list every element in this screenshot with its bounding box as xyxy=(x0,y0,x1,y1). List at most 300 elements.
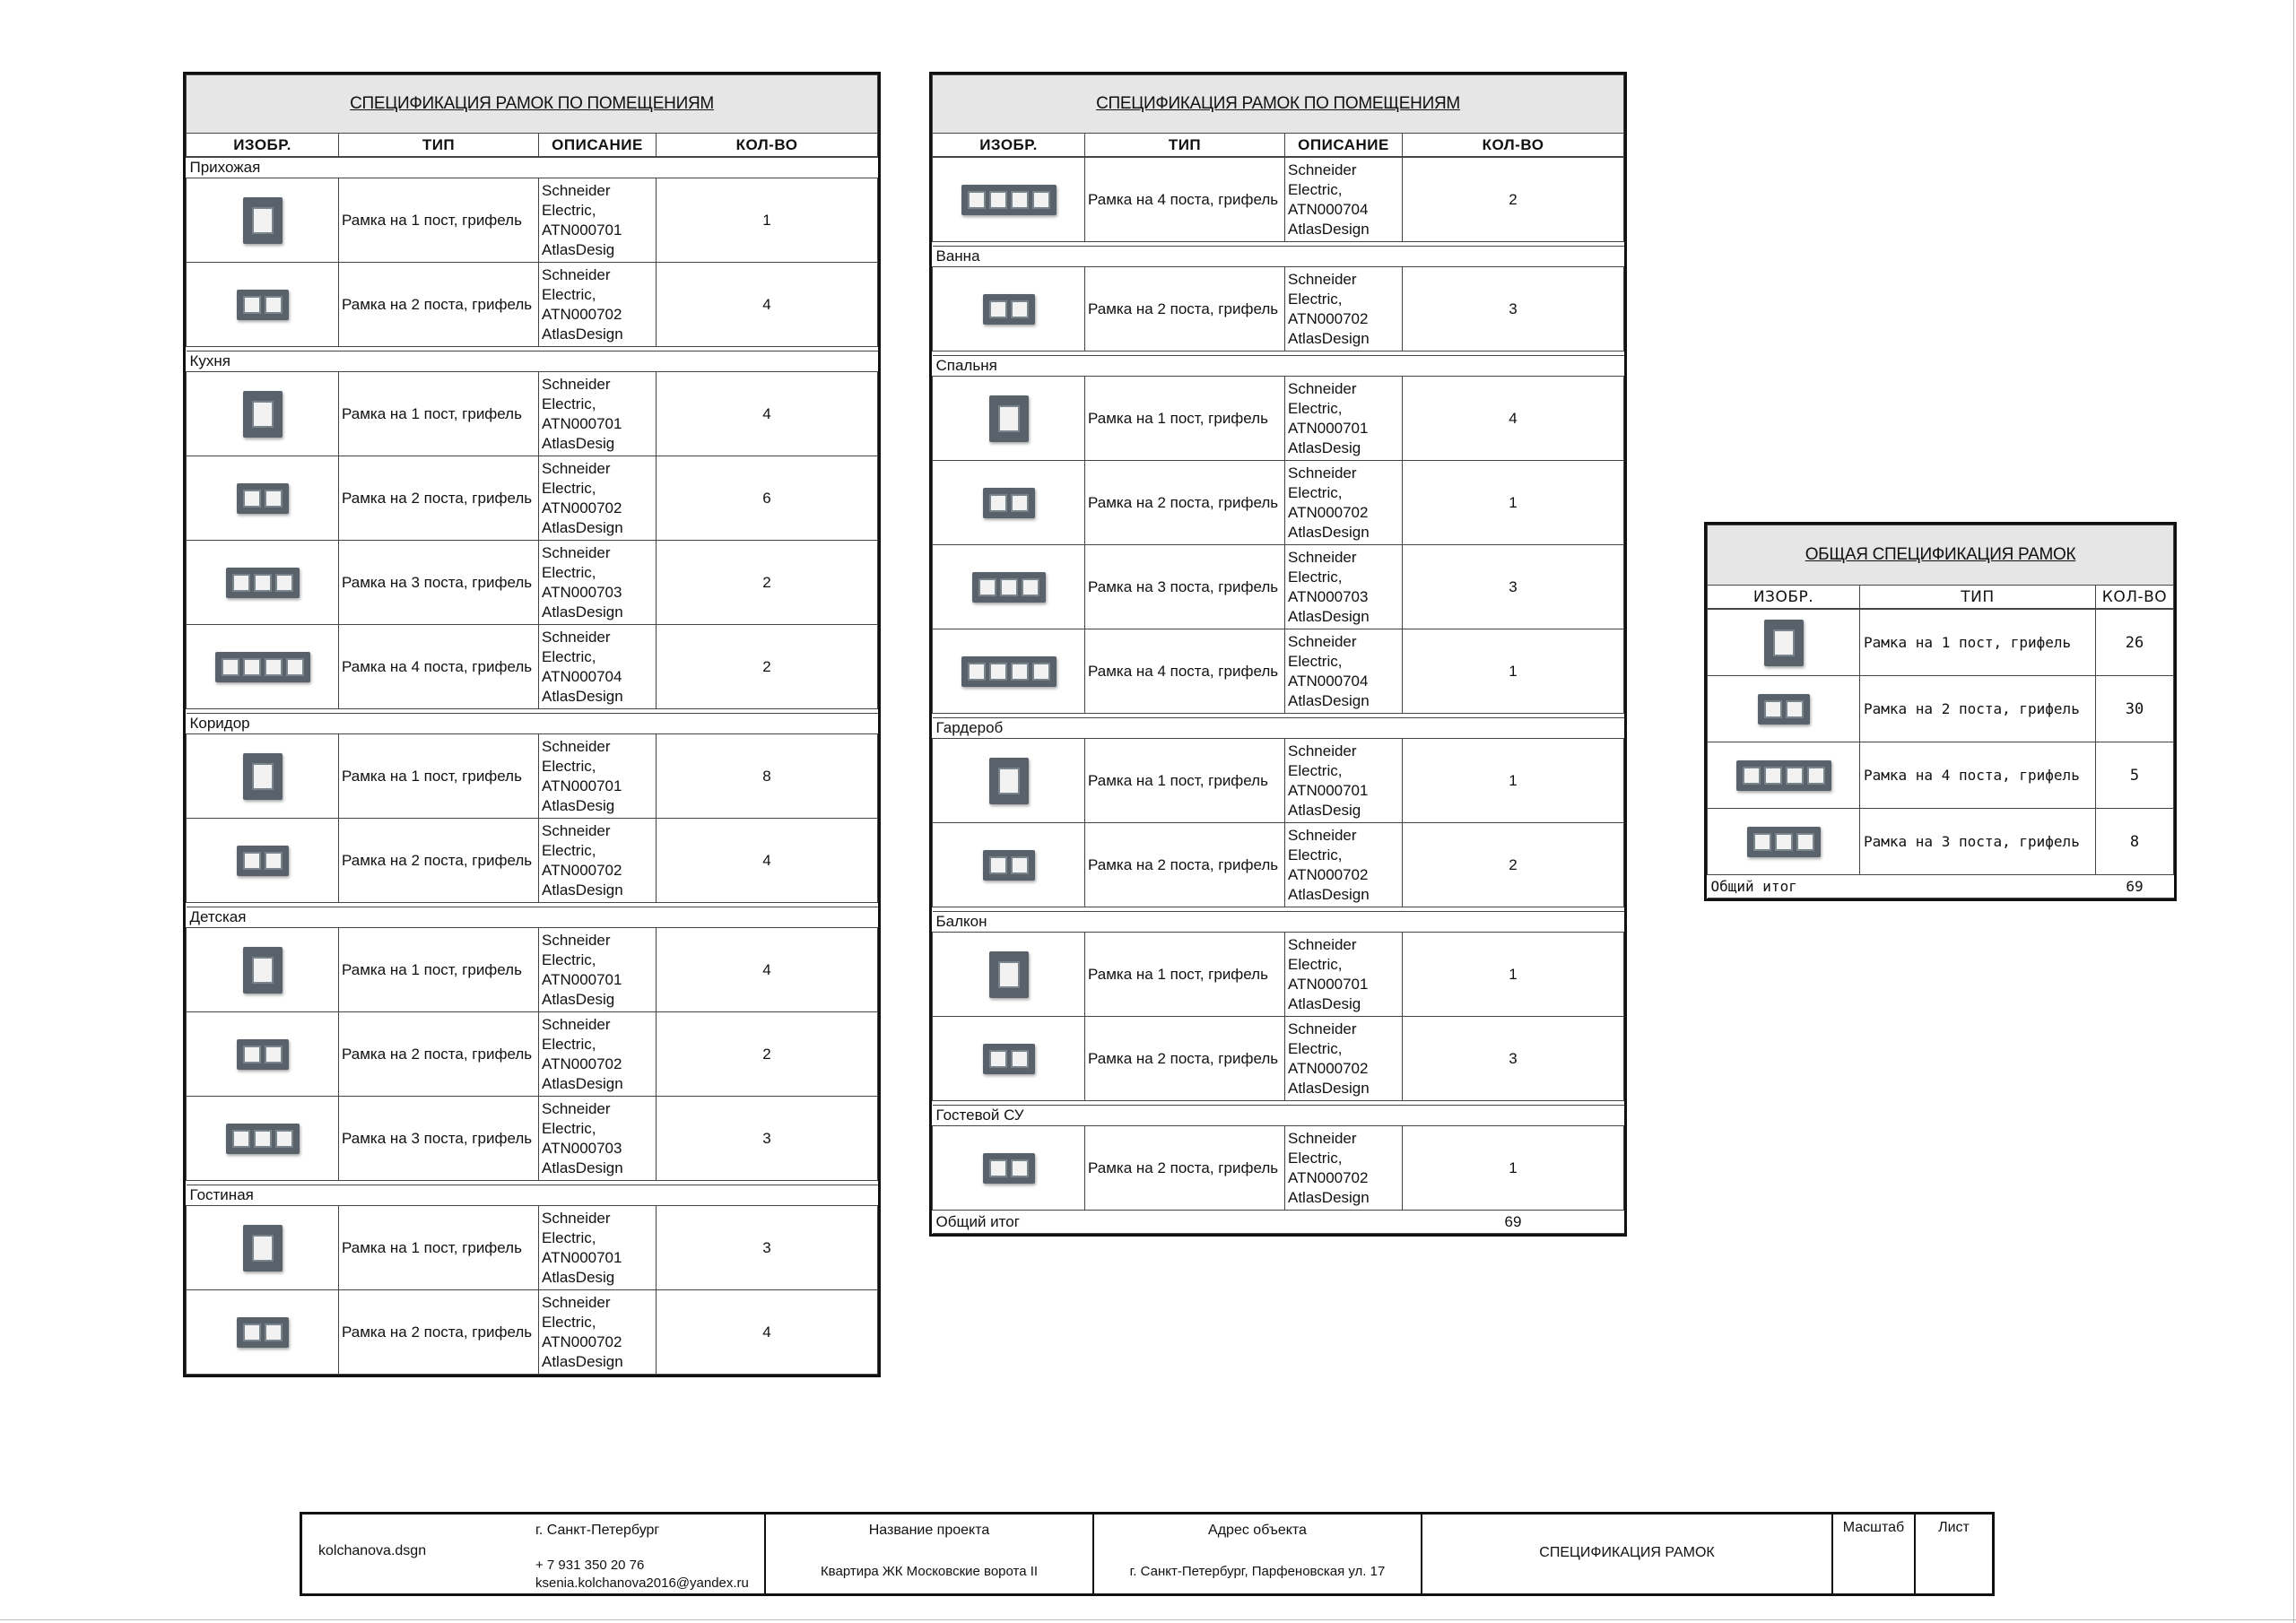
frame-description xyxy=(539,734,657,819)
table-row xyxy=(187,734,878,819)
frame-description xyxy=(1285,1017,1403,1101)
room-name: Гостевой СУ xyxy=(933,1106,1624,1126)
description-line: Electric, xyxy=(542,757,596,775)
description-line: Electric, xyxy=(1288,290,1343,308)
description-line: Electric, xyxy=(542,1119,596,1137)
frame-opening-icon xyxy=(989,1159,1007,1177)
frame-quantity: 4 xyxy=(657,372,878,456)
room-name: Кухня xyxy=(187,352,878,372)
description-line: Schneider xyxy=(542,543,611,561)
sheet-border-bottom xyxy=(0,1619,2296,1620)
frame-image-cell xyxy=(933,933,1085,1017)
table-row xyxy=(933,545,1624,629)
frame-image-cell xyxy=(1708,609,1860,676)
frame-quantity: 2 xyxy=(1403,823,1624,907)
description-line: Schneider xyxy=(542,375,611,393)
table-row xyxy=(187,928,878,1012)
frame-image-cell xyxy=(933,461,1085,545)
col-header-quantity: КОЛ-ВО xyxy=(1403,134,1624,158)
frame-description xyxy=(1285,461,1403,545)
description-line: Schneider xyxy=(542,737,611,755)
frame-type: Рамка на 1 пост, грифель xyxy=(1085,933,1285,1017)
frame-quantity: 3 xyxy=(657,1097,878,1181)
description-line: Schneider xyxy=(542,931,611,949)
frame-type: Рамка на 3 поста, грифель xyxy=(1860,809,2096,875)
description-line: Schneider xyxy=(1288,826,1357,844)
frame-opening-icon xyxy=(254,1130,272,1148)
frame-opening-icon xyxy=(232,1130,250,1148)
frame-1-post-icon xyxy=(243,1225,283,1271)
frame-description xyxy=(539,819,657,903)
frame-opening-icon xyxy=(1011,1159,1029,1177)
frame-description xyxy=(539,625,657,709)
address-value: г. Санкт-Петербург, Парфеновская ул. 17 xyxy=(1129,1564,1386,1579)
description-line: Schneider xyxy=(1288,379,1357,397)
frame-image-cell xyxy=(187,1290,339,1375)
description-line: ATN000702 xyxy=(542,305,622,323)
frame-3-post-icon xyxy=(226,1124,300,1154)
frame-opening-icon xyxy=(243,1324,261,1341)
col-header-quantity: КОЛ-ВО xyxy=(657,134,878,158)
frame-opening-icon xyxy=(265,658,283,676)
description-line: Electric, xyxy=(542,950,596,968)
frame-description xyxy=(539,263,657,347)
frame-description xyxy=(1285,157,1403,242)
frame-opening-icon xyxy=(265,1046,283,1063)
frame-image-cell xyxy=(1708,742,1860,809)
description-line: Electric, xyxy=(542,395,596,412)
author-email: ksenia.kolchanova2016@yandex.ru xyxy=(535,1575,749,1591)
frame-description xyxy=(1285,739,1403,823)
frame-image-cell xyxy=(187,1012,339,1097)
description-line: Electric, xyxy=(1288,180,1343,198)
description-line: Schneider xyxy=(1288,1129,1357,1147)
table-title: ОБЩАЯ СПЕЦИФИКАЦИЯ РАМОК xyxy=(1708,525,2174,586)
address-label: Адрес объекта xyxy=(1208,1523,1307,1538)
room-name: Ванна xyxy=(933,247,1624,267)
frame-quantity: 8 xyxy=(2096,809,2174,875)
frame-2-post-icon xyxy=(1758,694,1810,725)
frame-quantity: 4 xyxy=(657,1290,878,1375)
room-name: Коридор xyxy=(187,714,878,734)
room-name: Детская xyxy=(187,907,878,928)
room-group-row xyxy=(187,907,878,928)
frame-opening-icon xyxy=(998,405,1020,432)
room-group-row xyxy=(933,356,1624,377)
frame-quantity: 6 xyxy=(657,456,878,541)
room-group-row xyxy=(933,247,1624,267)
col-header-type: ТИП xyxy=(339,134,539,158)
description-line: AtlasDesign xyxy=(542,603,623,621)
author-city: г. Санкт-Петербург xyxy=(535,1523,660,1538)
frame-opening-icon xyxy=(254,574,272,592)
frame-type: Рамка на 1 пост, грифель xyxy=(339,928,539,1012)
frame-opening-icon xyxy=(989,191,1007,209)
room-group-row xyxy=(187,352,878,372)
frame-image-cell xyxy=(933,157,1085,242)
description-line: ATN000701 xyxy=(1288,781,1369,799)
description-line: Schneider xyxy=(1288,464,1357,482)
col-header-image: ИЗОБР. xyxy=(1708,586,1860,610)
frame-opening-icon xyxy=(286,658,304,676)
description-line: ATN000701 xyxy=(1288,419,1369,437)
frame-2-post-icon xyxy=(983,1153,1035,1184)
description-line: AtlasDesign xyxy=(542,881,623,898)
frame-opening-icon xyxy=(978,578,996,596)
frame-image-cell xyxy=(187,263,339,347)
frame-type: Рамка на 2 поста, грифель xyxy=(339,1290,539,1375)
description-line: AtlasDesign xyxy=(1288,523,1370,541)
frame-quantity: 5 xyxy=(2096,742,2174,809)
frame-type: Рамка на 2 поста, грифель xyxy=(339,819,539,903)
description-line: Schneider xyxy=(542,1293,611,1311)
frame-description xyxy=(539,1290,657,1375)
frame-opening-icon xyxy=(222,658,239,676)
description-line: ATN000702 xyxy=(1288,309,1369,327)
frame-opening-icon xyxy=(1011,1050,1029,1068)
frame-2-post-icon xyxy=(983,1044,1035,1074)
stamp-project-cell xyxy=(766,1515,1094,1593)
table-row xyxy=(1708,809,2174,875)
description-line: ATN000701 xyxy=(542,777,622,794)
frame-opening-icon xyxy=(275,1130,293,1148)
description-line: ATN000703 xyxy=(542,583,622,601)
frame-image-cell xyxy=(933,267,1085,352)
frame-2-post-icon xyxy=(237,290,289,320)
frame-opening-icon xyxy=(243,296,261,314)
frame-type: Рамка на 2 поста, грифель xyxy=(1085,1126,1285,1211)
frame-image-cell xyxy=(187,819,339,903)
room-group-row xyxy=(933,912,1624,933)
total-row xyxy=(1708,875,2174,898)
frame-opening-icon xyxy=(998,961,1020,988)
frame-opening-icon xyxy=(1786,700,1804,718)
frame-quantity: 3 xyxy=(1403,267,1624,352)
frame-opening-icon xyxy=(252,763,274,790)
description-line: Electric, xyxy=(1288,761,1343,779)
col-header-description: ОПИСАНИЕ xyxy=(539,134,657,158)
frame-image-cell xyxy=(187,541,339,625)
description-line: Schneider xyxy=(542,181,611,199)
frame-description xyxy=(1285,545,1403,629)
description-line: ATN000701 xyxy=(542,970,622,988)
frame-opening-icon xyxy=(968,191,986,209)
frame-type: Рамка на 2 поста, грифель xyxy=(1085,267,1285,352)
frame-2-post-icon xyxy=(983,488,1035,518)
frame-quantity: 30 xyxy=(2096,676,2174,742)
description-line: Schneider xyxy=(542,821,611,839)
frame-image-cell xyxy=(187,1206,339,1290)
description-line: AtlasDesig xyxy=(1288,994,1361,1012)
col-header-quantity: КОЛ-ВО xyxy=(2096,586,2174,610)
frame-3-post-icon xyxy=(972,572,1046,603)
frame-type: Рамка на 3 поста, грифель xyxy=(1085,545,1285,629)
frame-2-post-icon xyxy=(983,294,1035,325)
description-line: ATN000704 xyxy=(542,667,622,685)
description-line: Electric, xyxy=(542,841,596,859)
description-line: ATN000701 xyxy=(1288,975,1369,993)
description-line: Schneider xyxy=(542,265,611,283)
frame-opening-icon xyxy=(998,768,1020,794)
frame-opening-icon xyxy=(252,401,274,428)
description-line: ATN000704 xyxy=(1288,672,1369,690)
description-line: AtlasDesig xyxy=(1288,801,1361,819)
description-line: AtlasDesig xyxy=(542,990,615,1008)
total-row xyxy=(933,1211,1624,1234)
frame-opening-icon xyxy=(275,574,293,592)
table-row xyxy=(187,625,878,709)
table-row xyxy=(1708,609,2174,676)
frame-image-cell xyxy=(1708,809,1860,875)
description-line: ATN000702 xyxy=(1288,1168,1369,1186)
description-line: Schneider xyxy=(1288,548,1357,566)
description-line: Schneider xyxy=(1288,632,1357,650)
frame-description xyxy=(539,1097,657,1181)
frame-opening-icon xyxy=(243,658,261,676)
frame-opening-icon xyxy=(265,296,283,314)
frame-1-post-icon xyxy=(989,951,1029,998)
description-line: Schneider xyxy=(1288,161,1357,178)
frame-quantity: 1 xyxy=(1403,629,1624,714)
frame-opening-icon xyxy=(968,663,986,681)
frame-quantity: 4 xyxy=(657,928,878,1012)
frame-type: Рамка на 4 поста, грифель xyxy=(1085,629,1285,714)
frame-image-cell xyxy=(187,178,339,263)
description-line: Electric, xyxy=(542,285,596,303)
description-line: AtlasDesign xyxy=(1288,1188,1370,1206)
frame-1-post-icon xyxy=(243,391,283,438)
frame-description xyxy=(1285,377,1403,461)
frame-description xyxy=(539,178,657,263)
frame-1-post-icon xyxy=(989,758,1029,804)
description-line: ATN000702 xyxy=(1288,1059,1369,1077)
frame-opening-icon xyxy=(1032,191,1050,209)
table-row xyxy=(933,1126,1624,1211)
table-row xyxy=(187,1012,878,1097)
frame-type: Рамка на 4 поста, грифель xyxy=(1860,742,2096,809)
spec-table-middle xyxy=(929,72,1627,1237)
description-line: ATN000702 xyxy=(1288,503,1369,521)
frame-opening-icon xyxy=(1022,578,1039,596)
frame-1-post-icon xyxy=(243,753,283,800)
table-title: СПЕЦИФИКАЦИЯ РАМОК ПО ПОМЕЩЕНИЯМ xyxy=(187,75,878,134)
frame-type: Рамка на 2 поста, грифель xyxy=(1085,461,1285,545)
table-row xyxy=(187,456,878,541)
description-line: Schneider xyxy=(1288,270,1357,288)
frame-image-cell xyxy=(933,1126,1085,1211)
frame-4-post-icon xyxy=(1736,760,1831,791)
frame-2-post-icon xyxy=(237,483,289,514)
frame-description xyxy=(539,456,657,541)
description-line: Electric, xyxy=(1288,1039,1343,1057)
stamp-author-cell xyxy=(302,1515,766,1593)
room-name: Гостиная xyxy=(187,1185,878,1206)
frame-opening-icon xyxy=(1011,663,1029,681)
col-header-image: ИЗОБР. xyxy=(933,134,1085,158)
table-row xyxy=(187,1206,878,1290)
frame-4-post-icon xyxy=(961,656,1057,687)
frame-quantity: 1 xyxy=(657,178,878,263)
table-row xyxy=(1708,676,2174,742)
frame-opening-icon xyxy=(243,490,261,508)
description-line: AtlasDesign xyxy=(1288,691,1370,709)
project-label: Название проекта xyxy=(868,1523,990,1538)
description-line: AtlasDesign xyxy=(1288,220,1370,238)
description-line: ATN000702 xyxy=(542,861,622,879)
frame-image-cell xyxy=(187,734,339,819)
frame-quantity: 2 xyxy=(657,541,878,625)
description-line: ATN000701 xyxy=(542,1248,622,1266)
col-header-type: ТИП xyxy=(1085,134,1285,158)
description-line: Schneider xyxy=(1288,935,1357,953)
description-line: Schneider xyxy=(542,1015,611,1033)
frame-opening-icon xyxy=(1032,663,1050,681)
frame-type: Рамка на 2 поста, грифель xyxy=(339,1012,539,1097)
description-line: Electric, xyxy=(1288,483,1343,501)
frame-3-post-icon xyxy=(1747,827,1821,857)
frame-quantity: 4 xyxy=(657,263,878,347)
sheet-border-right xyxy=(2293,0,2294,1623)
description-line: Electric, xyxy=(542,201,596,219)
table-row xyxy=(933,461,1624,545)
col-header-description: ОПИСАНИЕ xyxy=(1285,134,1403,158)
description-line: Schneider xyxy=(542,628,611,646)
stamp-scale-cell xyxy=(1833,1515,1916,1593)
description-line: ATN000702 xyxy=(542,1332,622,1350)
frame-description xyxy=(1285,1126,1403,1211)
description-line: Electric, xyxy=(1288,568,1343,586)
frame-opening-icon xyxy=(252,1235,274,1262)
frame-opening-icon xyxy=(1796,833,1814,851)
frame-image-cell xyxy=(187,1097,339,1181)
frame-1-post-icon xyxy=(1764,620,1804,666)
room-group-row xyxy=(187,157,878,178)
table-row xyxy=(187,819,878,903)
description-line: Electric, xyxy=(1288,1149,1343,1167)
description-line: AtlasDesign xyxy=(542,1352,623,1370)
frame-image-cell xyxy=(187,456,339,541)
frame-type: Рамка на 2 поста, грифель xyxy=(339,456,539,541)
description-line: Electric, xyxy=(542,647,596,665)
frame-type: Рамка на 4 поста, грифель xyxy=(339,625,539,709)
col-header-image: ИЗОБР. xyxy=(187,134,339,158)
frame-type: Рамка на 1 пост, грифель xyxy=(1085,739,1285,823)
frame-quantity: 1 xyxy=(1403,739,1624,823)
frame-description xyxy=(539,1012,657,1097)
frame-quantity: 26 xyxy=(2096,609,2174,676)
frame-image-cell xyxy=(1708,676,1860,742)
frame-opening-icon xyxy=(265,1324,283,1341)
frame-quantity: 1 xyxy=(1403,933,1624,1017)
frame-type: Рамка на 3 поста, грифель xyxy=(339,541,539,625)
description-line: AtlasDesign xyxy=(1288,607,1370,625)
description-line: AtlasDesig xyxy=(1288,438,1361,456)
frame-4-post-icon xyxy=(215,652,310,682)
frame-image-cell xyxy=(933,545,1085,629)
frame-4-post-icon xyxy=(961,185,1057,215)
spec-table-left xyxy=(183,72,881,1377)
frame-quantity: 8 xyxy=(657,734,878,819)
frame-opening-icon xyxy=(1011,191,1029,209)
table-row xyxy=(933,933,1624,1017)
description-line: AtlasDesig xyxy=(542,240,615,258)
frame-2-post-icon xyxy=(237,846,289,876)
frame-description xyxy=(539,1206,657,1290)
table-row xyxy=(187,178,878,263)
spec-table-summary xyxy=(1704,522,2177,901)
frame-quantity: 4 xyxy=(1403,377,1624,461)
frame-quantity: 2 xyxy=(657,1012,878,1097)
room-group-row xyxy=(933,718,1624,739)
frame-3-post-icon xyxy=(226,568,300,598)
description-line: Electric, xyxy=(1288,399,1343,417)
description-line: ATN000702 xyxy=(542,1055,622,1072)
description-line: Electric, xyxy=(542,1313,596,1331)
description-line: AtlasDesign xyxy=(542,1159,623,1176)
frame-opening-icon xyxy=(1000,578,1018,596)
description-line: AtlasDesig xyxy=(542,1268,615,1286)
col-header-type: ТИП xyxy=(1860,586,2096,610)
frame-quantity: 2 xyxy=(1403,157,1624,242)
frame-type: Рамка на 1 пост, грифель xyxy=(339,1206,539,1290)
stamp-sheet-number-cell xyxy=(1916,1515,1992,1593)
frame-1-post-icon xyxy=(243,947,283,994)
frame-opening-icon xyxy=(989,856,1007,874)
frame-opening-icon xyxy=(1764,700,1782,718)
frame-quantity: 3 xyxy=(1403,545,1624,629)
description-line: Schneider xyxy=(1288,742,1357,759)
room-name: Балкон xyxy=(933,912,1624,933)
frame-description xyxy=(539,372,657,456)
frame-quantity: 3 xyxy=(1403,1017,1624,1101)
table-row xyxy=(187,541,878,625)
description-line: ATN000701 xyxy=(542,221,622,239)
scale-label: Масштаб xyxy=(1842,1520,1905,1535)
frame-1-post-icon xyxy=(989,395,1029,442)
table-row xyxy=(933,739,1624,823)
project-value: Квартира ЖК Московские ворота II xyxy=(820,1564,1039,1579)
description-line: ATN000702 xyxy=(1288,865,1369,883)
frame-type: Рамка на 2 поста, грифель xyxy=(1860,676,2096,742)
frame-type: Рамка на 1 пост, грифель xyxy=(1085,377,1285,461)
brand-logo: kolchanova.dsgn xyxy=(318,1543,427,1558)
frame-2-post-icon xyxy=(237,1317,289,1348)
table-row xyxy=(187,1097,878,1181)
description-line: Electric, xyxy=(1288,846,1343,864)
total-value: 69 xyxy=(1403,1211,1624,1234)
table-row xyxy=(187,263,878,347)
room-name: Спальня xyxy=(933,356,1624,377)
description-line: AtlasDesig xyxy=(542,796,615,814)
total-value: 69 xyxy=(2096,875,2174,898)
frame-image-cell xyxy=(933,377,1085,461)
description-line: Electric, xyxy=(1288,955,1343,973)
frame-type: Рамка на 4 поста, грифель xyxy=(1085,157,1285,242)
description-line: Schneider xyxy=(542,1209,611,1227)
frame-type: Рамка на 2 поста, грифель xyxy=(1085,1017,1285,1101)
frame-type: Рамка на 3 поста, грифель xyxy=(339,1097,539,1181)
frame-type: Рамка на 1 пост, грифель xyxy=(1860,609,2096,676)
description-line: ATN000702 xyxy=(542,499,622,516)
frame-quantity: 3 xyxy=(657,1206,878,1290)
table-row xyxy=(933,267,1624,352)
room-group-row xyxy=(933,1106,1624,1126)
stamp-sheet-title-cell xyxy=(1422,1515,1833,1593)
frame-opening-icon xyxy=(989,663,1007,681)
description-line: Schneider xyxy=(542,459,611,477)
frame-quantity: 1 xyxy=(1403,461,1624,545)
frame-opening-icon xyxy=(1011,300,1029,318)
